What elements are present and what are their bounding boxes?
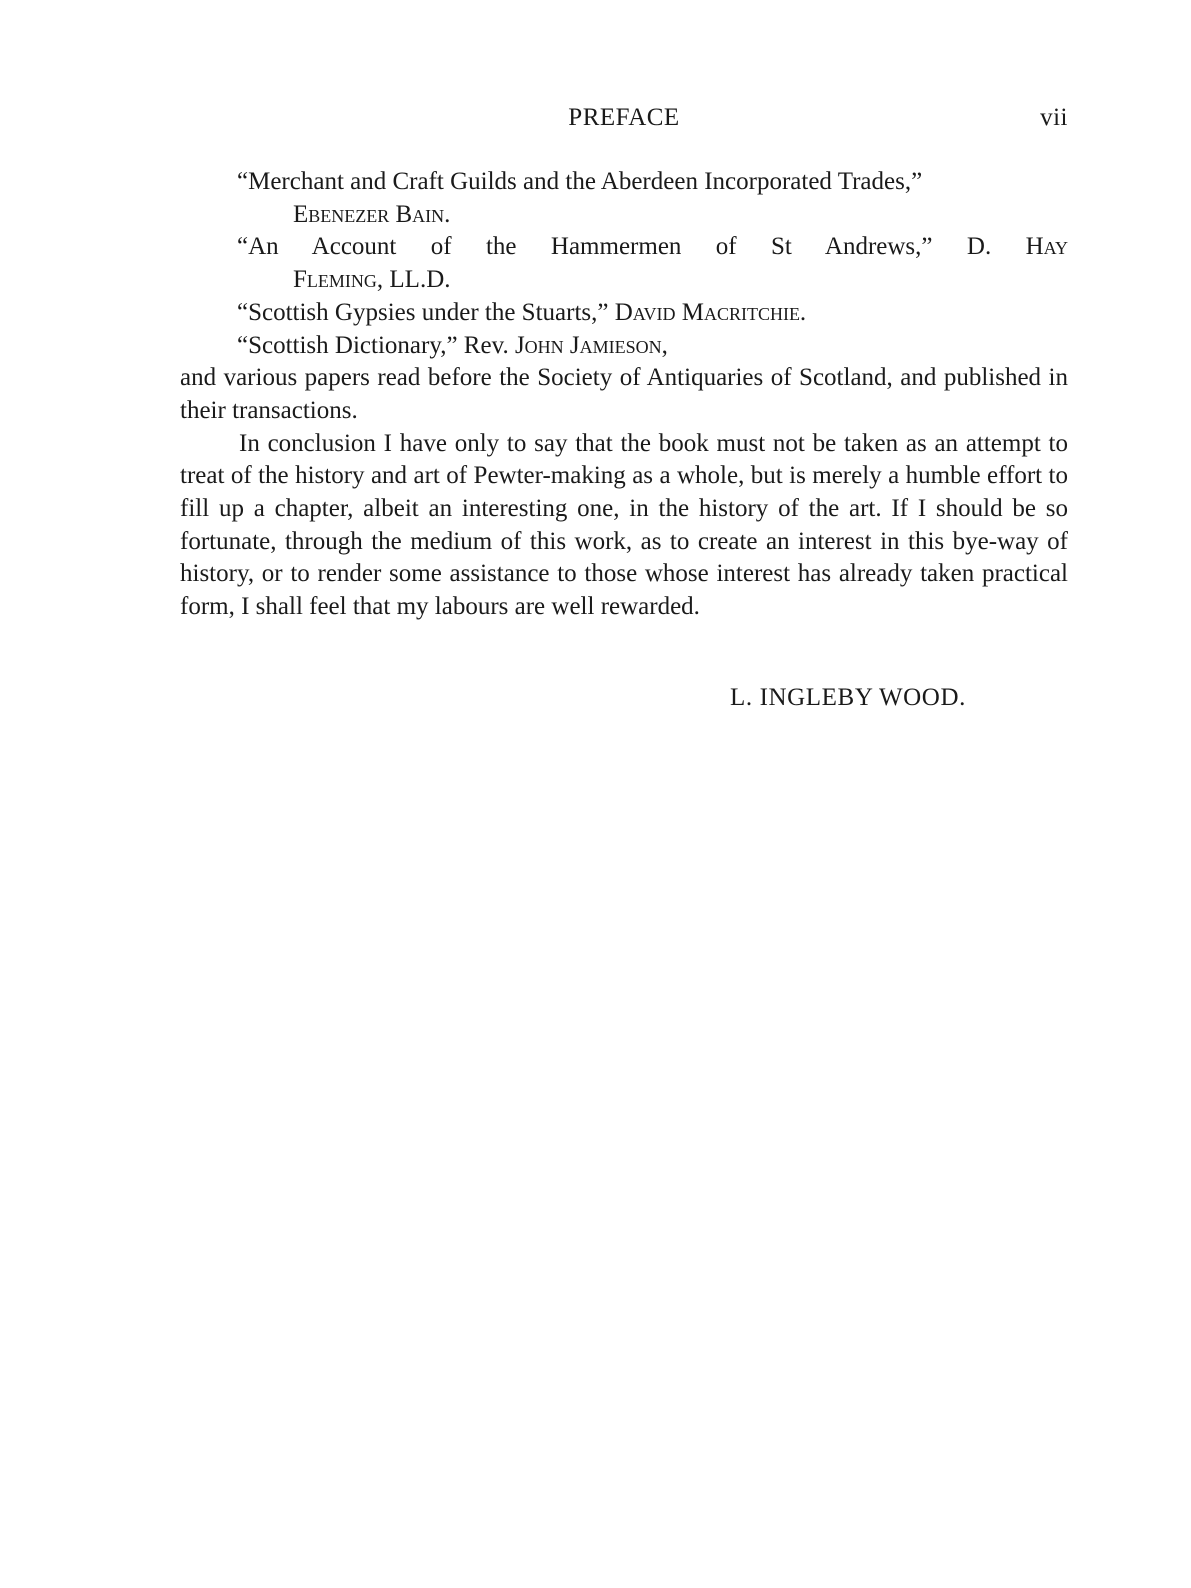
reference-suffix: LL.D. <box>389 266 451 294</box>
conclusion-paragraph: In conclusion I have only to say that the book must not be taken as an attempt to treat of the history and art of Pewter-making as a whole, but is merely a humble effort to fill up a chapter, albeit an interesting one, in the history of the art. If I should be so fortunate, through the medium of this work, as to create an interest in this bye-way of history, or to render some assistance to those whose interest has already taken practical form, I shall feel that my labours are well rewarded. <box>180 429 1068 621</box>
reference-author: Ebenezer Bain. <box>293 200 451 228</box>
reference-title: “Scottish Gypsies under the Stuarts,” <box>237 298 609 326</box>
running-head <box>180 104 1068 140</box>
body-text <box>180 166 1068 624</box>
reference-item <box>180 330 1068 363</box>
reference-author: John Jamieson, <box>514 331 668 359</box>
author-signature: L. INGLEBY WOOD. <box>730 684 966 711</box>
continuation-paragraph: and various papers read before the Society of Antiquaries of Scotland, and published in their transactions. <box>180 364 1068 424</box>
reference-author: David Macritchie. <box>614 298 807 326</box>
reference-item <box>180 231 1068 296</box>
reference-title: “Merchant and Craft Guilds and the Aberdeen Incorporated Trades,” <box>237 168 923 195</box>
reference-author: Hay <box>1025 233 1069 261</box>
reference-author-continued: Fleming, <box>293 266 384 294</box>
reference-item <box>180 166 1068 231</box>
page-number: vii <box>1040 104 1068 131</box>
page-title: PREFACE <box>568 104 680 131</box>
reference-item <box>180 297 1068 330</box>
reference-title: “Scottish Dictionary,” Rev. <box>237 331 509 359</box>
reference-title: “An Account of the Hammermen of St Andrews,” D. <box>237 233 992 261</box>
